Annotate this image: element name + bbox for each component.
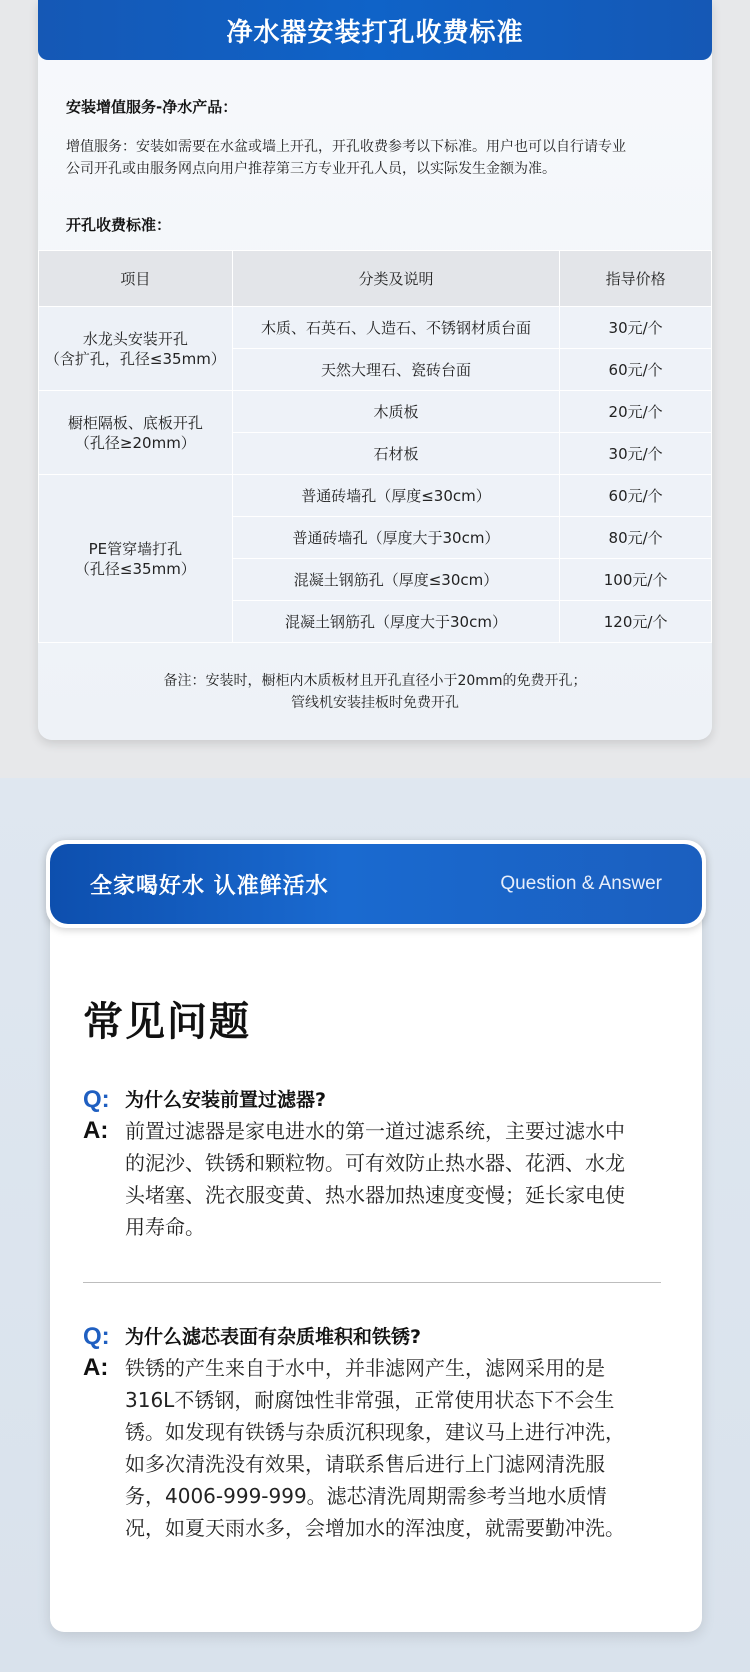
answer-line: 用寿命。 — [125, 1215, 205, 1239]
answer-mark: A: — [83, 1117, 109, 1144]
price-cell: 30元/个 — [560, 433, 712, 475]
faq-banner-inner — [50, 844, 702, 924]
faq-title: 常见问题 — [83, 999, 251, 1045]
intro-line: 公司开孔或由服务网点向用户推荐第三方专业开孔人员，以实际发生金额为准。 — [66, 161, 556, 177]
price-cell: 30元/个 — [560, 307, 712, 349]
question-row — [83, 1322, 673, 1352]
faq-item — [83, 1085, 673, 1243]
fee-table — [38, 250, 712, 643]
answer-line: 况，如夏天雨水多，会增加水的浑浊度，就需要勤冲洗。 — [125, 1516, 625, 1540]
answer-line: 前置过滤器是家电进水的第一道过滤系统，主要过滤水中 — [125, 1119, 625, 1143]
fee-standard-card — [38, 0, 712, 740]
answer-line: 316L不锈钢，耐腐蚀性非常强，正常使用状态下不会生 — [125, 1388, 615, 1412]
fee-card-title: 净水器安装打孔收费标准 — [226, 17, 524, 48]
answer-line: 的泥沙、铁锈和颗粒物。可有效防止热水器、花洒、水龙 — [125, 1151, 625, 1175]
intro-line: 增值服务：安装如需要在水盆或墙上开孔，开孔收费参考以下标准。用户也可以自行请专业 — [66, 139, 626, 155]
header-item: 项目 — [39, 251, 233, 307]
item-name: 水龙头安装开孔 — [82, 329, 188, 348]
answer-line: 铁锈的产生来自于水中，并非滤网产生，滤网采用的是 — [125, 1356, 605, 1380]
item-name: 橱柜隔板、底板开孔 — [67, 413, 203, 432]
price-cell: 60元/个 — [560, 349, 712, 391]
service-intro — [66, 136, 686, 180]
answer-line: 头堵塞、洗衣服变黄、热水器加热速度变慢；延长家电使 — [125, 1183, 625, 1207]
answer-mark: A: — [83, 1354, 109, 1381]
answer-row — [83, 1115, 673, 1243]
answer-text — [125, 1352, 625, 1544]
faq-item — [83, 1322, 673, 1544]
price-cell: 120元/个 — [560, 601, 712, 643]
banner-slogan: 全家喝好水 认准鲜活水 — [90, 873, 329, 899]
note-line: 备注：安装时，橱柜内木质板材且开孔直径小于20mm的免费开孔； — [163, 673, 587, 689]
table-row — [39, 307, 712, 349]
answer-row — [83, 1352, 673, 1544]
question-row — [83, 1085, 673, 1115]
question-text: 为什么滤芯表面有杂质堆积和铁锈? — [125, 1326, 422, 1348]
note-line: 管线机安装挂板时免费开孔 — [291, 695, 459, 711]
table-row — [39, 475, 712, 517]
item-cell — [39, 391, 233, 475]
question-text: 为什么安装前置过滤器? — [125, 1089, 327, 1111]
desc-cell: 石材板 — [232, 433, 559, 475]
desc-cell: 木质、石英石、人造石、不锈钢材质台面 — [232, 307, 559, 349]
item-cell — [39, 475, 233, 643]
table-row — [39, 391, 712, 433]
fee-card-header — [38, 0, 712, 60]
banner-subtitle: Question & Answer — [500, 873, 662, 894]
item-spec: （孔径≤35mm） — [74, 559, 196, 578]
header-category: 分类及说明 — [232, 251, 559, 307]
item-spec: （孔径≥20mm） — [74, 433, 196, 452]
question-mark: Q: — [83, 1086, 110, 1113]
answer-line: 锈。如发现有铁锈与杂质沉积现象，建议马上进行冲洗， — [125, 1420, 625, 1444]
desc-cell: 普通砖墙孔（厚度≤30cm） — [232, 475, 559, 517]
price-cell: 100元/个 — [560, 559, 712, 601]
service-title: 安装增值服务-净水产品： — [66, 98, 238, 116]
desc-cell: 木质板 — [232, 391, 559, 433]
item-spec: （含扩孔，孔径≤35mm） — [44, 349, 226, 368]
faq-divider — [83, 1282, 661, 1283]
answer-line: 务，4006-999-999。滤芯清洗周期需参考当地水质情 — [125, 1484, 607, 1508]
standard-title: 开孔收费标准： — [66, 216, 172, 234]
desc-cell: 普通砖墙孔（厚度大于30cm） — [232, 517, 559, 559]
price-cell: 80元/个 — [560, 517, 712, 559]
question-mark: Q: — [83, 1323, 110, 1350]
desc-cell: 混凝土钢筋孔（厚度大于30cm） — [232, 601, 559, 643]
table-header-row — [39, 251, 712, 307]
answer-line: 如多次清洗没有效果，请联系售后进行上门滤网清洗服 — [125, 1452, 605, 1476]
fee-note — [38, 670, 712, 714]
desc-cell: 天然大理石、瓷砖台面 — [232, 349, 559, 391]
answer-text — [125, 1115, 625, 1243]
faq-banner — [46, 840, 706, 928]
item-name: PE管穿墙打孔 — [88, 539, 183, 558]
item-cell — [39, 307, 233, 391]
price-cell: 20元/个 — [560, 391, 712, 433]
header-price: 指导价格 — [560, 251, 712, 307]
desc-cell: 混凝土钢筋孔（厚度≤30cm） — [232, 559, 559, 601]
price-cell: 60元/个 — [560, 475, 712, 517]
